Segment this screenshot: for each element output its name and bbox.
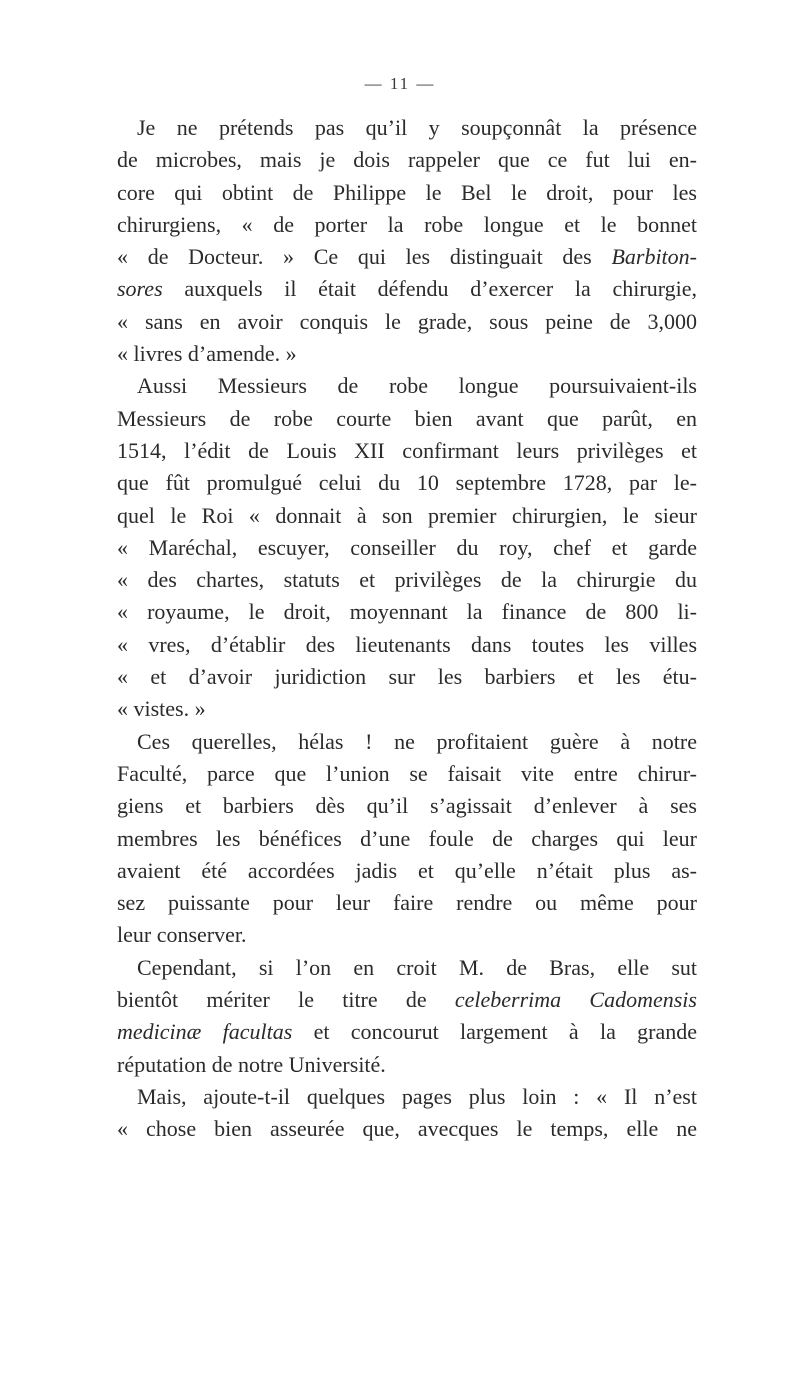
text-line: Ces querelles, hélas ! ne profitaient guère à notre	[137, 728, 697, 754]
text-line: avaient été accordées jadis et qu’elle n’était plus as-	[117, 857, 697, 883]
page-number: — 11 —	[364, 74, 436, 93]
text-line: « vres, d’établir des lieutenants dans toutes les villes	[117, 631, 697, 657]
text-line: « Maréchal, escuyer, conseiller du roy, chef et garde	[117, 534, 697, 560]
text-line: Faculté, parce que l’union se faisait vite entre chirur-	[117, 760, 697, 786]
text-line: leur conserver.	[117, 922, 247, 948]
text-line: giens et barbiers dès qu’il s’agissait d’enlever à ses	[117, 793, 697, 819]
text-line: « chose bien asseurée que, avecques le temps, elle ne	[117, 1116, 697, 1142]
text-line: que fût promulgué celui du 10 septembre 1728, par le-	[117, 470, 697, 496]
text-line: réputation de notre Université.	[117, 1051, 386, 1077]
text-line: « et d’avoir juridiction sur les barbiers et les étu-	[117, 664, 697, 690]
text-line: Je ne prétends pas qu’il y soupçonnât la présence	[137, 115, 697, 140]
text-line: « de Docteur. » Ce qui les distinguait des Barbiton-	[117, 244, 697, 270]
text-line: sez puissante pour leur faire rendre ou même pour	[117, 890, 697, 916]
text-line: bientôt mériter le titre de celeberrima Cadomensis	[117, 987, 697, 1013]
body-text	[117, 112, 697, 1146]
text-line: Messieurs de robe courte bien avant que parût, en	[117, 405, 697, 431]
text-line: sores auxquels il était défendu d’exercer la chirurgie,	[117, 276, 697, 302]
text-line: quel le Roi « donnait à son premier chirurgien, le sieur	[117, 502, 697, 528]
text-line: « royaume, le droit, moyennant la finance de 800 li-	[117, 599, 697, 625]
text-line: « vistes. »	[117, 696, 206, 722]
text-line: « livres d’amende. »	[117, 341, 297, 367]
text-line: chirurgiens, « de porter la robe longue et le bonnet	[117, 211, 697, 237]
text-line: Aussi Messieurs de robe longue poursuivaient-ils	[137, 373, 697, 399]
text-line: membres les bénéfices d’une foule de charges qui leur	[117, 825, 697, 851]
text-line: core qui obtint de Philippe le Bel le droit, pour les	[117, 179, 697, 205]
text-line: « sans en avoir conquis le grade, sous peine de 3,000	[117, 308, 697, 334]
text-line: Cependant, si l’on en croit M. de Bras, elle sut	[137, 954, 697, 980]
text-line: Mais, ajoute-t-il quelques pages plus loin : « Il n’est	[137, 1083, 697, 1109]
text-line: « des chartes, statuts et privilèges de la chirurgie du	[117, 567, 697, 593]
text-line: de microbes, mais je dois rappeler que ce fut lui en-	[117, 147, 697, 173]
text-line: 1514, l’édit de Louis XII confirmant leurs privilèges et	[117, 437, 697, 463]
text-line: medicinæ facultas et concourut largement à la grande	[117, 1019, 697, 1045]
